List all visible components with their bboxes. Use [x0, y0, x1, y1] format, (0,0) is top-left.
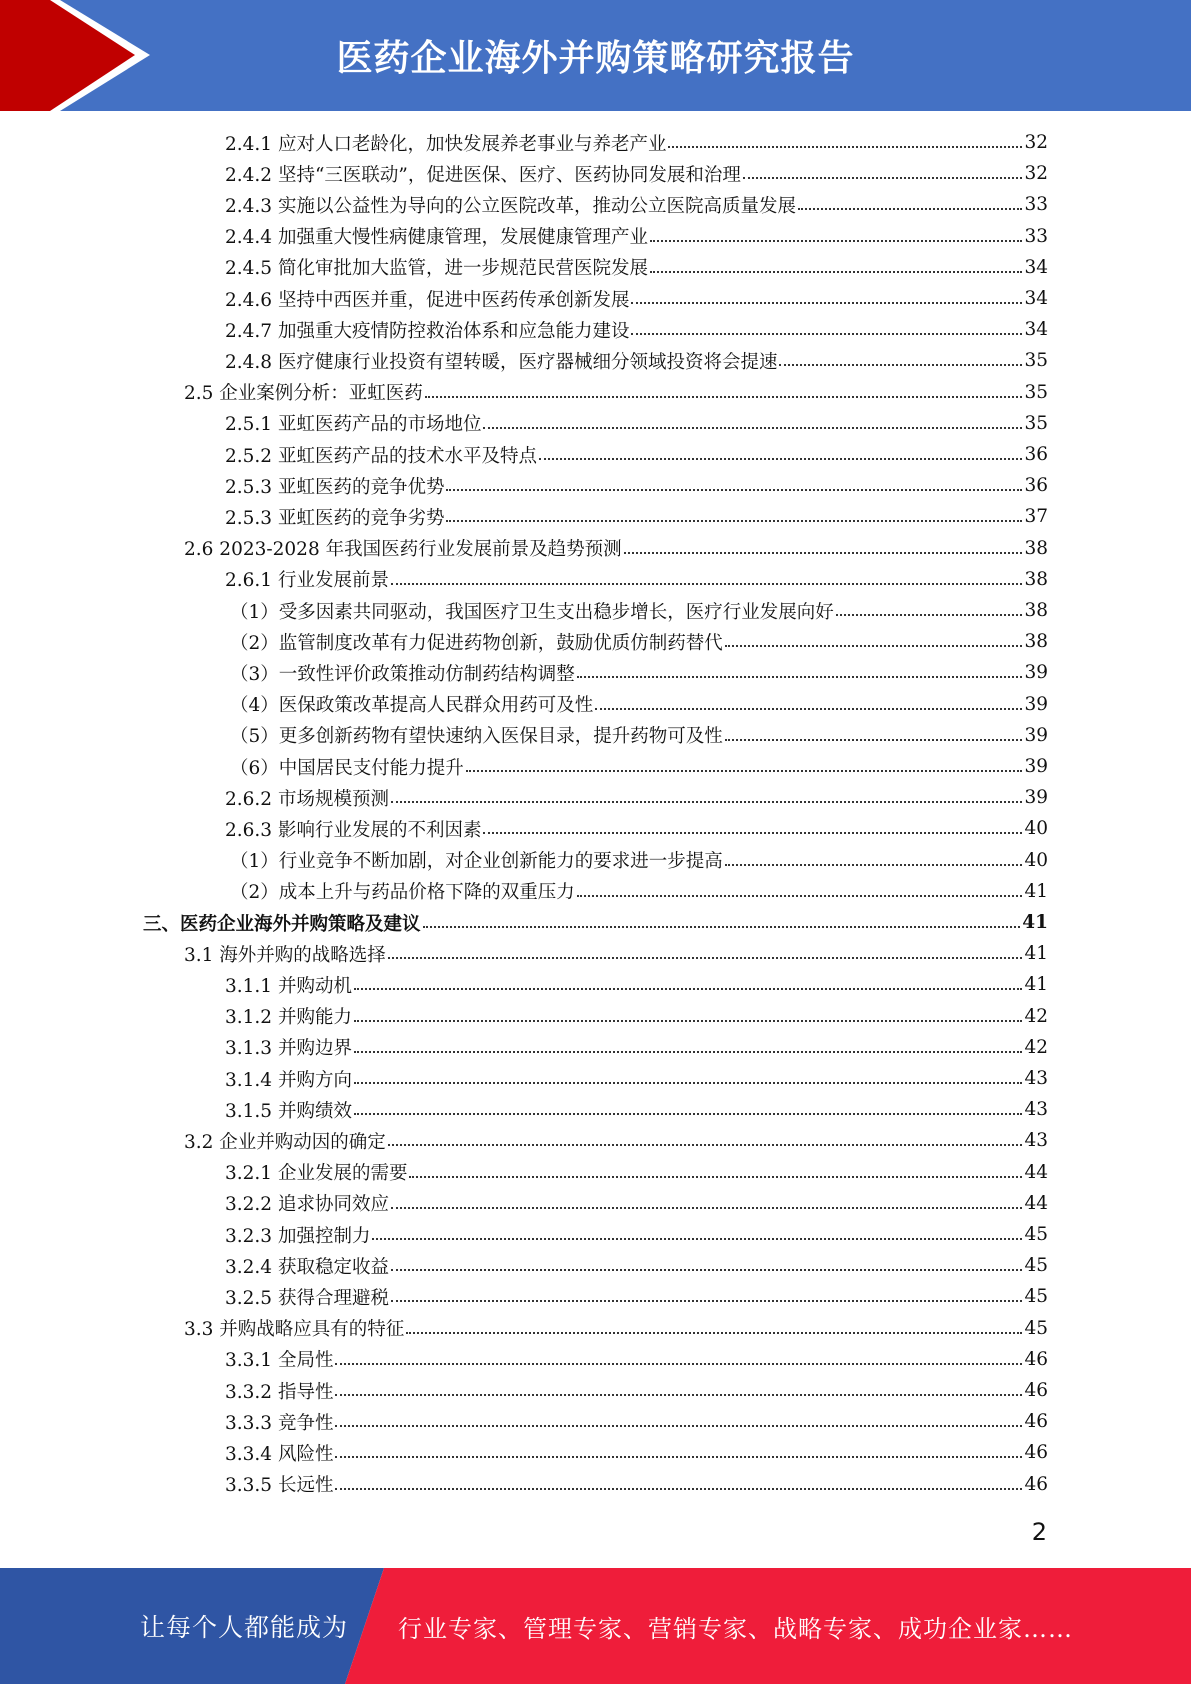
toc-entry-page: 45: [1024, 1255, 1048, 1277]
toc-entry-title: 2.5.3 亚虹医药的竞争优势: [225, 476, 445, 498]
toc-entry-title: 2.4.3 实施以公益性为导向的公立医院改革，推动公立医院高质量发展: [225, 195, 796, 217]
toc-entry-title: （2）监管制度改革有力促进药物创新，鼓励优质仿制药替代: [230, 632, 723, 654]
toc-entry-title: 2.4.4 加强重大慢性病健康管理，发展健康管理产业: [225, 227, 648, 249]
toc-entry-page: 39: [1024, 693, 1048, 715]
toc-entry-page: 34: [1024, 319, 1048, 341]
toc-dot-leader: [624, 552, 1023, 554]
toc-entry-page: 43: [1024, 1099, 1048, 1121]
toc-entry-page: 45: [1024, 1317, 1048, 1339]
toc-entry-title: 3.3.5 长远性: [225, 1475, 334, 1497]
page-footer: [0, 1568, 1191, 1684]
toc-entry-title: 3.1.1 并购动机: [225, 975, 352, 997]
toc-dot-leader: [798, 208, 1022, 210]
toc-entry-page: 40: [1024, 849, 1048, 871]
toc-entry-page: 38: [1024, 600, 1048, 621]
toc-entry-page: 46: [1024, 1473, 1048, 1495]
toc-entry-page: 35: [1024, 381, 1048, 403]
toc-dot-leader: [631, 302, 1022, 304]
toc-dot-leader: [539, 458, 1022, 460]
toc-entry-title: 3.2.3 加强控制力: [225, 1225, 371, 1247]
toc-dot-leader: [335, 1456, 1022, 1458]
toc-entry-title: 3.2.4 获取稳定收益: [225, 1256, 389, 1278]
toc-entry-page: 35: [1024, 350, 1048, 372]
toc-entry-title: 3.1.5 并购绩效: [225, 1100, 352, 1122]
toc-dot-leader: [335, 1488, 1022, 1490]
toc-dot-leader: [388, 1144, 1023, 1146]
toc-entry[interactable]: [225, 1344, 1048, 1375]
toc-entry[interactable]: [225, 408, 1048, 439]
toc-entry-title: 2.4.7 加强重大疫情防控救治体系和应急能力建设: [225, 320, 630, 342]
toc-entry[interactable]: [225, 1281, 1048, 1312]
toc-entry[interactable]: [225, 501, 1048, 532]
toc-entry-title: 2.4.8 医疗健康行业投资有望转暖，医疗器械细分领域投资将会提速: [225, 351, 778, 373]
toc-entry[interactable]: [225, 158, 1048, 189]
footer-slogan: 让每个人都能成为: [140, 1613, 349, 1642]
toc-dot-leader: [335, 1425, 1022, 1427]
toc-entry[interactable]: [184, 1313, 1048, 1344]
toc-dot-leader: [391, 583, 1022, 585]
toc-entry-title: 2.4.2 坚持“三医联动”，促进医保、医疗、医药协同发展和治理: [225, 164, 741, 186]
toc-dot-leader: [406, 1332, 1022, 1334]
toc-dot-leader: [446, 520, 1022, 522]
toc-entry[interactable]: [225, 1094, 1048, 1125]
toc-entry-page: 34: [1024, 288, 1048, 309]
toc-entry[interactable]: [230, 720, 1048, 751]
toc-dot-leader: [577, 676, 1023, 678]
toc-entry-page: 32: [1024, 132, 1048, 153]
toc-entry[interactable]: [230, 751, 1048, 782]
toc-entry-page: 39: [1024, 756, 1048, 777]
toc-entry-page: 37: [1024, 506, 1048, 528]
toc-entry-title: 2.5.1 亚虹医药产品的市场地位: [225, 414, 482, 436]
toc-entry[interactable]: [184, 1125, 1048, 1156]
toc-entry-page: 39: [1024, 662, 1048, 684]
toc-entry-page: 38: [1024, 537, 1048, 559]
toc-entry-title: 2.6.1 行业发展前景: [225, 570, 389, 592]
footer-tagline: 行业专家、管理专家、营销专家、战略专家、成功企业家……: [398, 1614, 1073, 1643]
toc-entry[interactable]: [225, 1437, 1048, 1468]
toc-entry[interactable]: [184, 938, 1048, 969]
toc-entry[interactable]: [225, 1032, 1048, 1063]
toc-entry-page: 46: [1024, 1380, 1048, 1401]
toc-dot-leader: [335, 1363, 1022, 1365]
toc-dot-leader: [483, 832, 1022, 834]
toc-entry-title: 2.5.3 亚虹医药的竞争劣势: [225, 507, 445, 529]
toc-entry[interactable]: [225, 314, 1048, 345]
toc-entry-page: 36: [1024, 444, 1048, 465]
toc-dot-leader: [668, 146, 1022, 148]
toc-entry[interactable]: [225, 1250, 1048, 1281]
toc-entry-page: 43: [1024, 1130, 1048, 1152]
toc-entry[interactable]: [225, 1375, 1048, 1406]
toc-dot-leader: [409, 1176, 1022, 1178]
toc-entry[interactable]: [225, 782, 1048, 813]
toc-entry-page: 46: [1024, 1348, 1048, 1370]
toc-entry-page: 46: [1024, 1442, 1048, 1464]
toc-entry-title: 2.6.2 市场规模预测: [225, 788, 389, 810]
toc-entry-page: 41: [1024, 974, 1048, 996]
toc-entry-title: （4）医保政策改革提高人民群众用药可及性: [230, 695, 594, 717]
toc-entry-title: 3.2 企业并购动因的确定: [184, 1131, 386, 1153]
toc-dot-leader: [595, 708, 1022, 710]
toc-entry-page: 42: [1024, 1005, 1048, 1027]
toc-entry[interactable]: [225, 1188, 1048, 1219]
toc-dot-leader: [425, 396, 1023, 398]
toc-entry-title: 2.6.3 影响行业发展的不利因素: [225, 819, 482, 841]
page-number: 2: [1031, 1518, 1047, 1546]
toc-dot-leader: [391, 1300, 1022, 1302]
toc-entry-page: 39: [1024, 724, 1048, 746]
toc-entry[interactable]: [184, 377, 1048, 408]
toc-entry-page: 46: [1024, 1411, 1048, 1433]
toc-entry[interactable]: [225, 189, 1048, 220]
toc-entry-title: 2.5.2 亚虹医药产品的技术水平及特点: [225, 445, 537, 467]
toc-entry-title: 3.3.4 风险性: [225, 1443, 334, 1465]
toc-entry[interactable]: [225, 1001, 1048, 1032]
toc-entry[interactable]: [225, 252, 1048, 283]
toc-entry[interactable]: [225, 1063, 1048, 1094]
toc-entry-title: （2）成本上升与药品价格下降的双重压力: [230, 882, 575, 904]
toc-entry-title: 3.1.3 并购边界: [225, 1038, 352, 1060]
toc-dot-leader: [423, 926, 1021, 928]
toc-entry-title: 3.1.2 并购能力: [225, 1007, 352, 1029]
toc-entry-page: 38: [1024, 631, 1048, 653]
toc-dot-leader: [354, 1051, 1023, 1053]
toc-dot-leader: [650, 271, 1022, 273]
toc-entry-page: 35: [1024, 412, 1048, 434]
toc-dot-leader: [354, 1113, 1023, 1115]
toc-entry-title: （3）一致性评价政策推动仿制药结构调整: [230, 663, 575, 685]
toc-entry-page: 45: [1024, 1224, 1048, 1245]
page-header: [0, 0, 1191, 111]
toc-entry-page: 41: [1024, 943, 1048, 965]
toc-entry-title: 2.4.5 简化审批加大监管，进一步规范民营医院发展: [225, 258, 648, 280]
toc-entry-title: （6）中国居民支付能力提升: [230, 757, 464, 779]
toc-entry-page: 45: [1024, 1286, 1048, 1308]
toc-entry[interactable]: [230, 876, 1048, 907]
toc-dot-leader: [372, 1238, 1022, 1240]
toc-entry[interactable]: [184, 533, 1048, 564]
toc-dot-leader: [577, 895, 1023, 897]
toc-entry-title: （1）行业竞争不断加剧，对企业创新能力的要求进一步提高: [230, 851, 723, 873]
toc-entry-page: 34: [1024, 256, 1048, 278]
toc-dot-leader: [391, 801, 1022, 803]
toc-entry[interactable]: [230, 657, 1048, 688]
toc-entry-page: 39: [1024, 787, 1048, 809]
toc-dot-leader: [743, 177, 1023, 179]
toc-entry-title: 3.2.1 企业发展的需要: [225, 1163, 408, 1185]
toc-entry-title: 3.1.4 并购方向: [225, 1069, 352, 1091]
toc-dot-leader: [725, 645, 1023, 647]
toc-entry-title: 3.3.2 指导性: [225, 1381, 334, 1403]
toc-entry-title: （5）更多创新药物有望快速纳入医保目录，提升药物可及性: [230, 726, 723, 748]
toc-entry[interactable]: [230, 689, 1048, 720]
toc-entry-title: 3.1 海外并购的战略选择: [184, 944, 386, 966]
toc-dot-leader: [391, 1207, 1022, 1209]
toc-entry[interactable]: [225, 564, 1048, 595]
toc-entry[interactable]: [225, 1219, 1048, 1250]
toc-dot-leader: [354, 1020, 1023, 1022]
toc-entry-page: 40: [1024, 818, 1048, 840]
toc-entry[interactable]: [225, 813, 1048, 844]
toc-entry-title: 2.6 2023-2028 年我国医药行业发展前景及趋势预测: [184, 539, 622, 561]
toc-entry-title: 3.3.1 全局性: [225, 1350, 334, 1372]
toc-entry[interactable]: [225, 470, 1048, 501]
header-arrow-icon: [0, 0, 160, 111]
toc-dot-leader: [725, 739, 1023, 741]
document-title: 医药企业海外并购策略研究报告: [336, 38, 855, 79]
toc-dot-leader: [631, 333, 1022, 335]
toc-entry[interactable]: [230, 626, 1048, 657]
toc-entry-page: 41: [1022, 912, 1048, 933]
toc-dot-leader: [836, 614, 1023, 616]
toc-entry-title: 三、医药企业海外并购策略及建议: [143, 913, 421, 935]
toc-entry-page: 36: [1024, 475, 1048, 497]
toc-dot-leader: [354, 1082, 1023, 1084]
toc-entry[interactable]: [230, 595, 1048, 626]
toc-dot-leader: [483, 427, 1022, 429]
toc-entry-title: 3.2.2 追求协同效应: [225, 1194, 389, 1216]
toc-entry-title: 3.3.3 竞争性: [225, 1412, 334, 1434]
toc-entry-page: 44: [1024, 1161, 1048, 1183]
toc-dot-leader: [391, 1269, 1022, 1271]
toc-entry-page: 42: [1024, 1036, 1048, 1058]
toc-entry[interactable]: [225, 439, 1048, 470]
toc-entry[interactable]: [225, 127, 1048, 158]
toc-entry-page: 43: [1024, 1068, 1048, 1089]
toc-dot-leader: [335, 1394, 1022, 1396]
toc-entry[interactable]: [225, 283, 1048, 314]
toc-dot-leader: [779, 364, 1022, 366]
toc-entry-page: 41: [1024, 880, 1048, 902]
toc-entry[interactable]: [225, 1406, 1048, 1437]
toc-entry-title: （1）受多因素共同驱动，我国医疗卫生支出稳步增长，医疗行业发展向好: [230, 601, 834, 623]
toc-dot-leader: [650, 240, 1022, 242]
toc-dot-leader: [354, 988, 1023, 990]
toc-entry[interactable]: [225, 221, 1048, 252]
toc-entry[interactable]: [225, 345, 1048, 376]
toc-entry-page: 32: [1024, 163, 1048, 185]
toc-entry[interactable]: [230, 845, 1048, 876]
toc-dot-leader: [466, 770, 1023, 772]
toc-entry-title: 3.3 并购战略应具有的特征: [184, 1319, 405, 1341]
toc-entry-title: 3.2.5 获得合理避税: [225, 1287, 389, 1309]
toc-dot-leader: [446, 489, 1022, 491]
toc-entry[interactable]: [225, 1469, 1048, 1500]
toc-entry-title: 2.5 企业案例分析：亚虹医药: [184, 383, 423, 405]
toc-entry-page: 38: [1024, 568, 1048, 590]
toc-entry-page: 33: [1024, 225, 1048, 247]
toc-entry[interactable]: [225, 969, 1048, 1000]
toc-dot-leader: [388, 957, 1023, 959]
toc-entry-page: 33: [1024, 194, 1048, 216]
toc-dot-leader: [725, 864, 1023, 866]
toc-entry[interactable]: [225, 1157, 1048, 1188]
toc-entry-title: 2.4.6 坚持中西医并重，促进中医药传承创新发展: [225, 289, 630, 311]
toc-entry[interactable]: [143, 907, 1048, 938]
toc-entry-page: 44: [1024, 1192, 1048, 1214]
toc-entry-title: 2.4.1 应对人口老龄化，加快发展养老事业与养老产业: [225, 133, 667, 155]
